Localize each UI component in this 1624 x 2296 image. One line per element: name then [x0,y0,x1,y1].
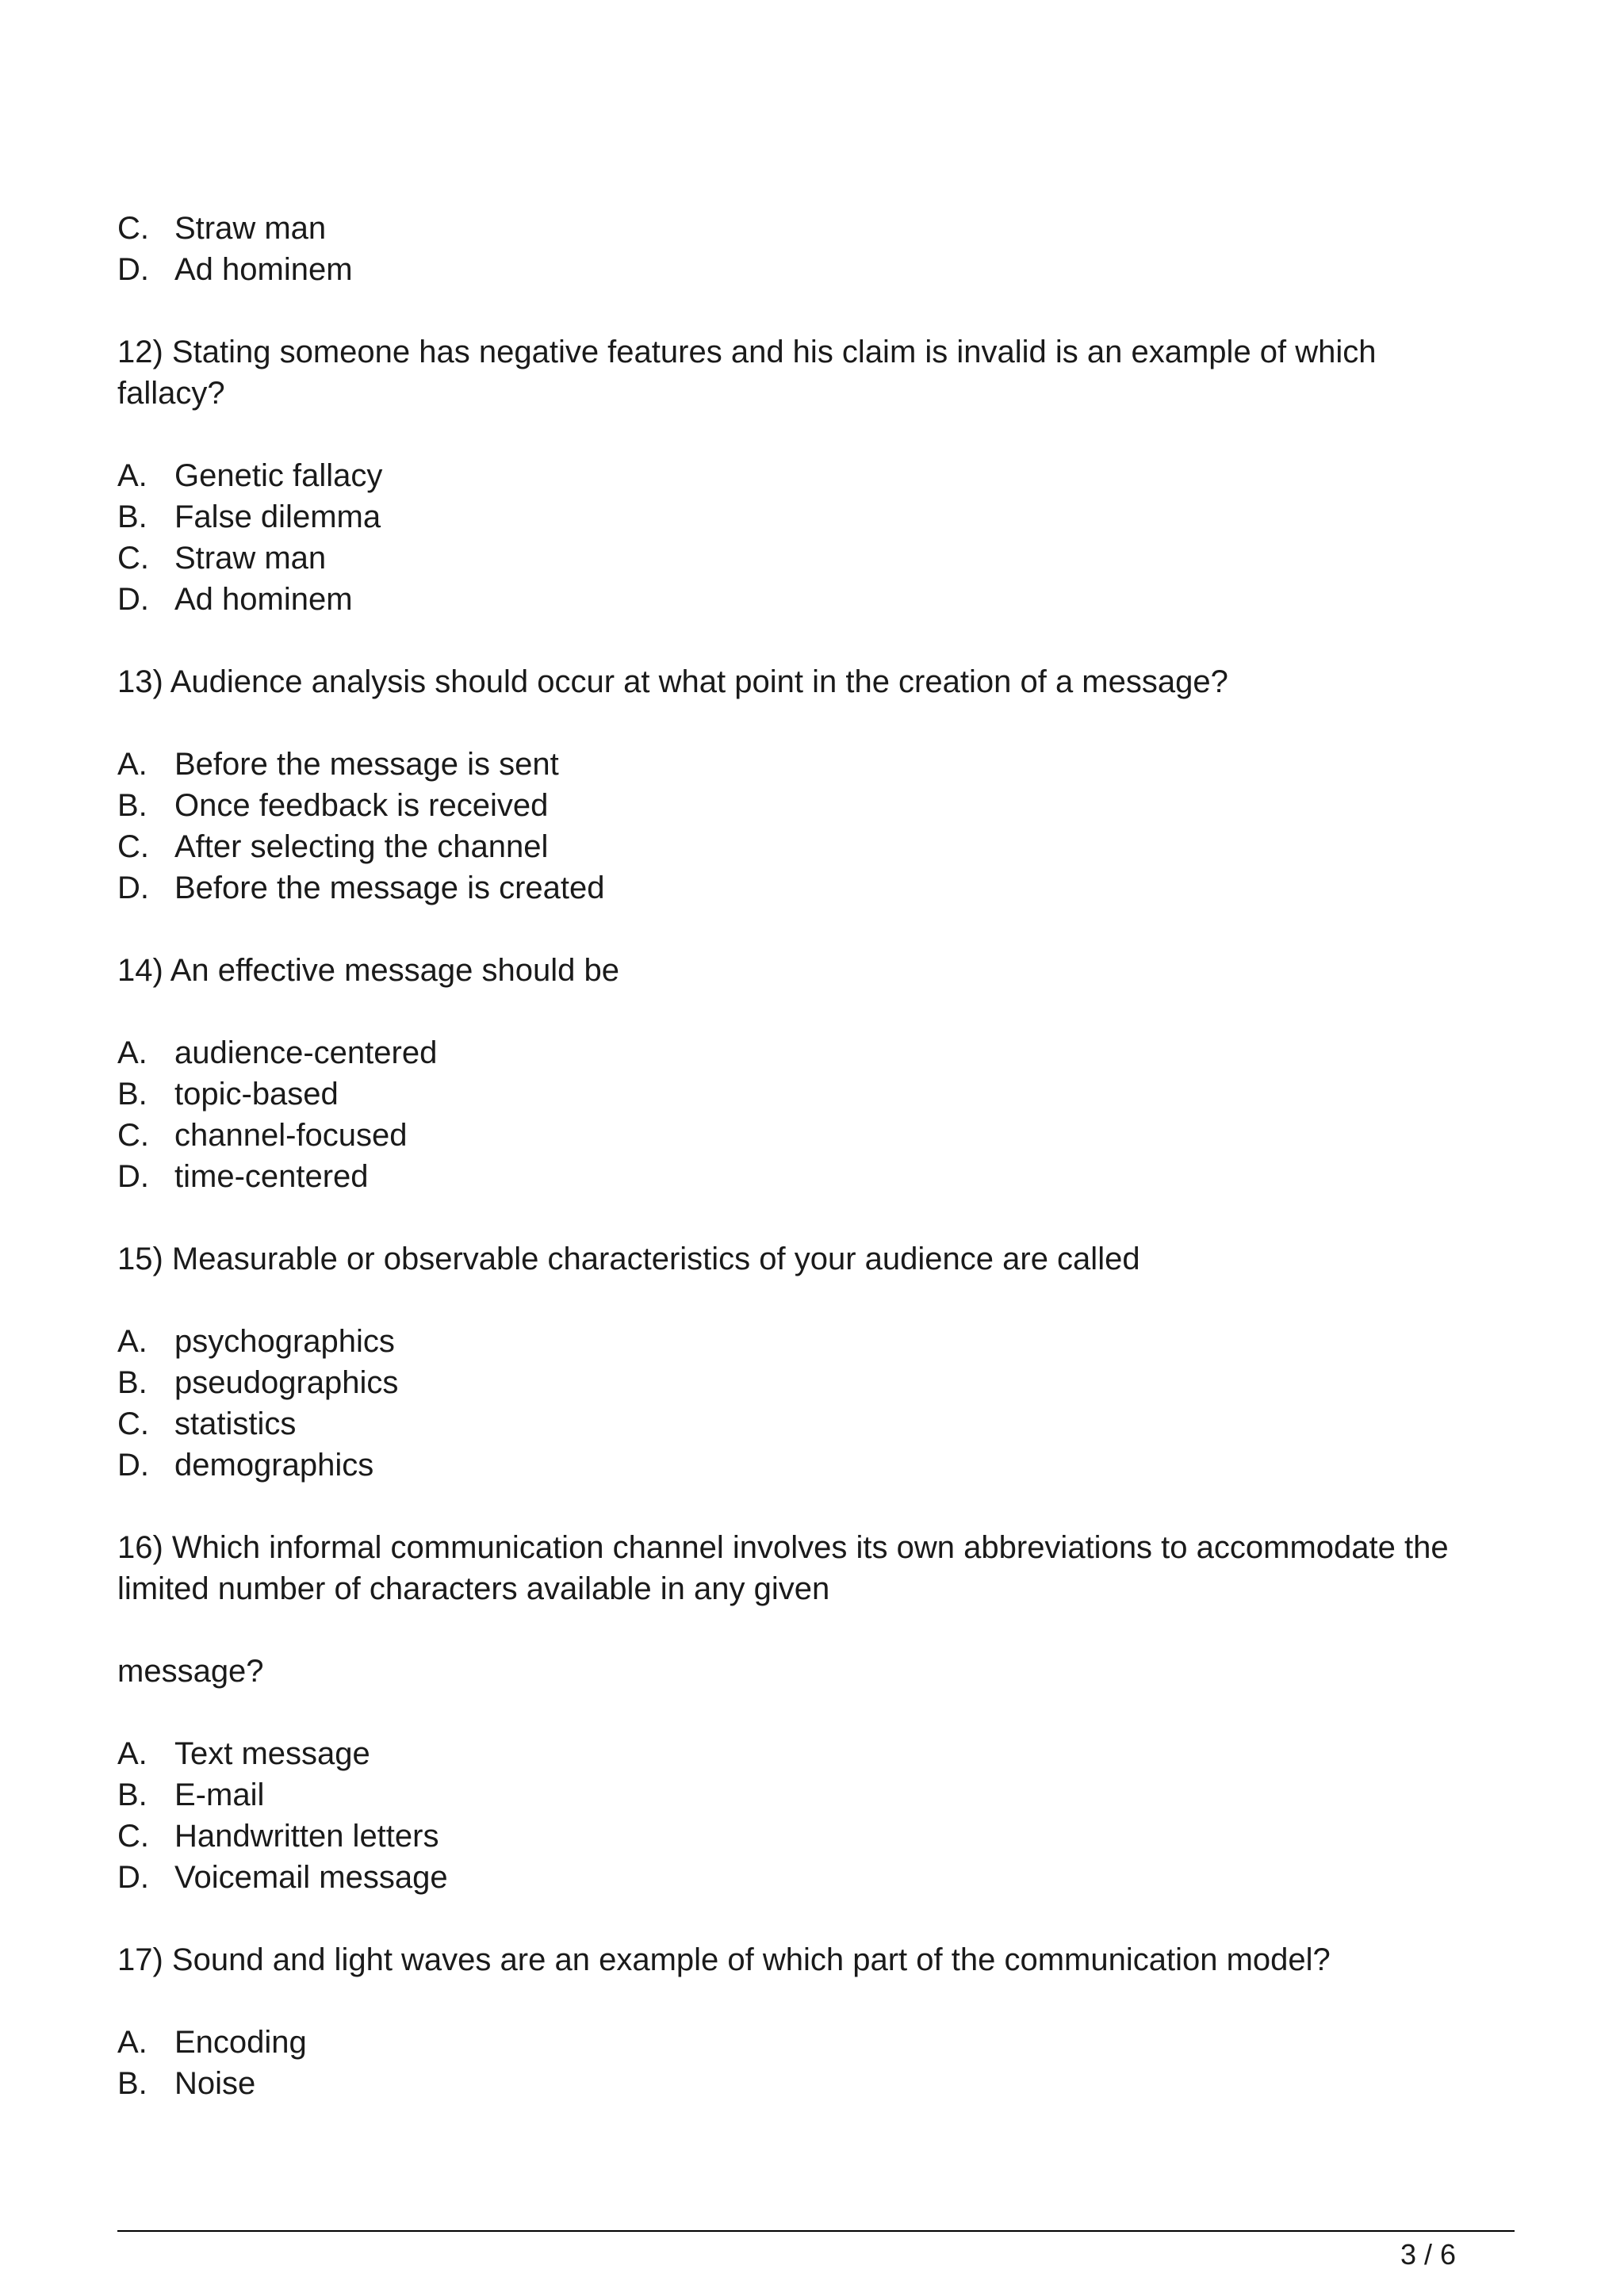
footer-divider [117,2230,1515,2232]
question-15 [117,1238,1513,1486]
option-d: D. Before the message is created [117,871,605,905]
question-text: 12) Stating someone has negative features and his claim is invalid is an example of which [117,335,1377,369]
question-14 [117,950,1513,1197]
option-a: A. Encoding [117,2025,307,2060]
question-text: fallacy? [117,376,225,411]
option-a: A. Before the message is sent [117,747,559,782]
option-c: C. Straw man [117,541,327,576]
option-a: A. Genetic fallacy [117,458,383,493]
question-text: 14) An effective message should be [117,953,620,988]
continuation-options [117,208,1513,290]
option-b: B. E-mail [117,1777,265,1812]
option-d: D. time-centered [117,1159,369,1194]
option-d: D. demographics [117,1448,374,1483]
question-text-trailing: message? [117,1654,264,1689]
question-13 [117,661,1513,909]
question-text: 13) Audience analysis should occur at what point in the creation of a message? [117,664,1228,699]
option-c: C. Handwritten letters [117,1819,439,1854]
option-c: C. channel-focused [117,1118,408,1153]
option-b: B. topic-based [117,1077,339,1112]
page-content [117,208,1513,2104]
option-c: C. After selecting the channel [117,829,549,864]
question-text: 16) Which informal communication channel involves its own abbreviations to accommodate the [117,1530,1449,1565]
option-c: C. statistics [117,1406,297,1441]
option-a: A. audience-centered [117,1035,438,1070]
question-17 [117,1939,1513,2104]
option-d: D. Ad hominem [117,582,353,617]
option-a: A. psychographics [117,1324,395,1359]
page-number: 3 / 6 [1400,2238,1456,2271]
option-d: D. Voicemail message [117,1860,448,1895]
question-text: 15) Measurable or observable characteristics of your audience are called [117,1242,1140,1276]
question-12 [117,331,1513,620]
question-text: 17) Sound and light waves are an example of which part of the communication model? [117,1942,1331,1977]
option-d: D. Ad hominem [117,252,353,287]
question-16 [117,1527,1513,1898]
option-a: A. Text message [117,1736,370,1771]
option-b: B. Noise [117,2066,256,2101]
question-text: limited number of characters available in any given [117,1571,830,1606]
option-c: C. Straw man [117,211,327,246]
option-b: B. Once feedback is received [117,788,549,823]
option-b: B. False dilemma [117,499,381,534]
option-b: B. pseudographics [117,1365,399,1400]
